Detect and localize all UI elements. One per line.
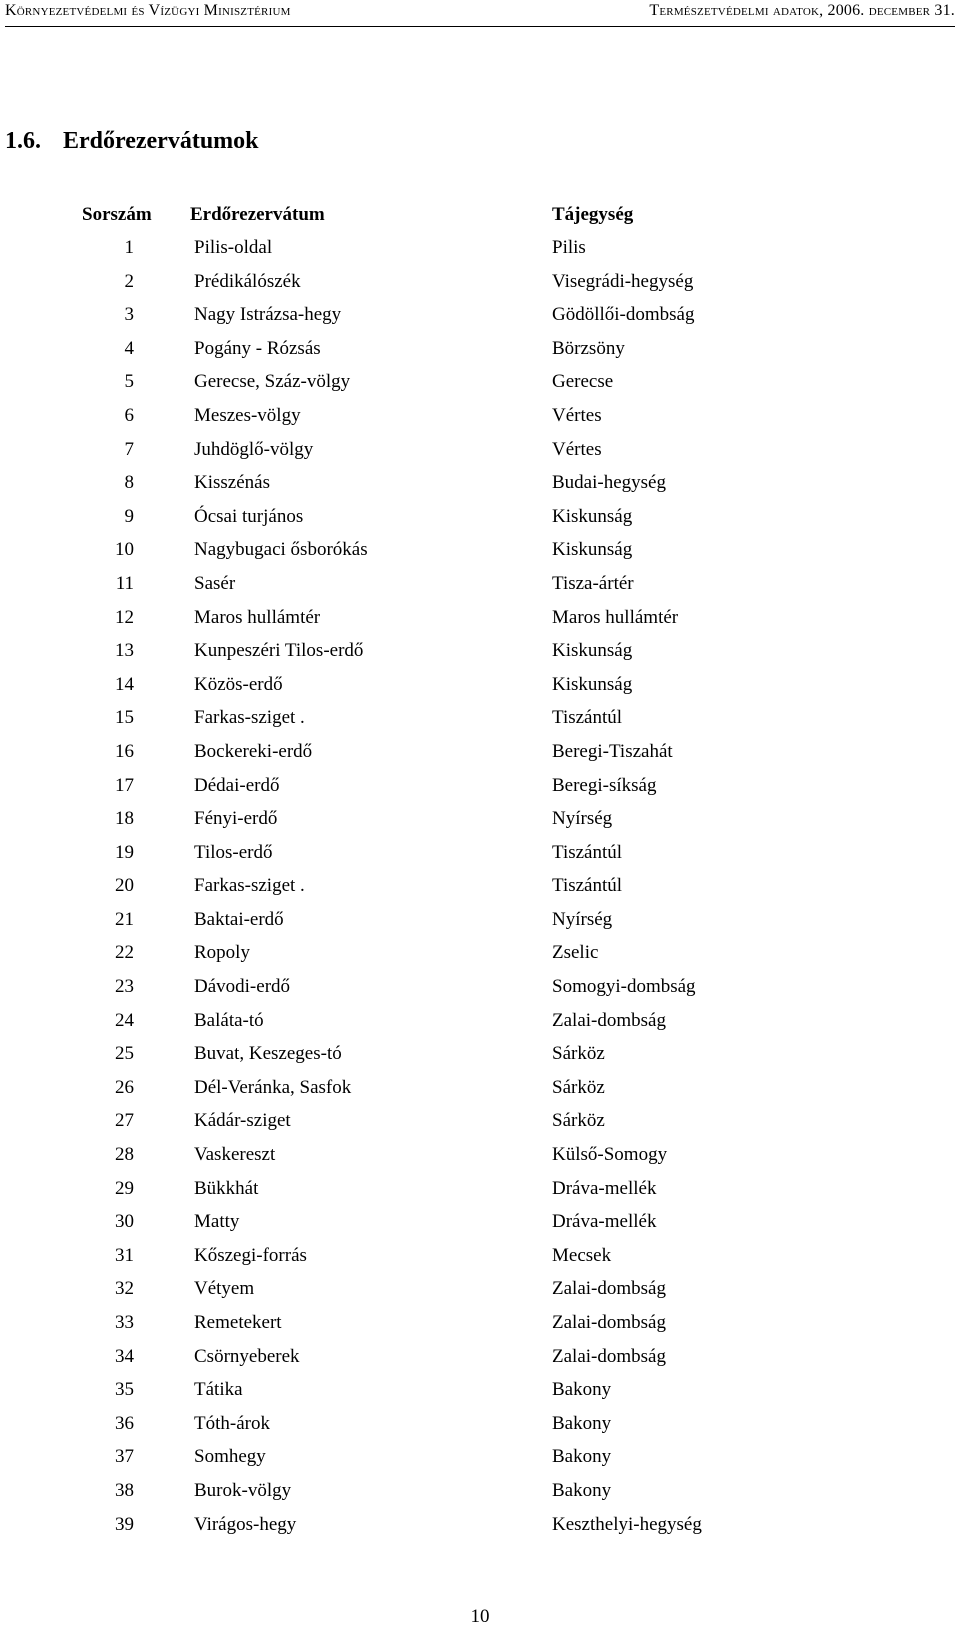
- region-name: Zalai-dombság: [552, 1345, 666, 1367]
- row-number: 32: [115, 1278, 134, 1300]
- reserve-name: Nagy Istrázsa-hegy: [194, 304, 342, 326]
- document-title: Természetvédelmi adatok, 2006. december 31.: [649, 2, 955, 19]
- table-row: [0, 1209, 960, 1243]
- table-row: [0, 873, 960, 907]
- table-row: [0, 504, 960, 538]
- row-number: 30: [115, 1211, 134, 1233]
- row-number: 12: [115, 606, 134, 628]
- region-name: Kiskunság: [552, 673, 633, 695]
- region-name: Zalai-dombság: [552, 1278, 666, 1300]
- table-row: [0, 1176, 960, 1210]
- region-name: Külső-Somogy: [552, 1144, 668, 1166]
- row-number: 5: [124, 371, 134, 393]
- reserve-name: Farkas-sziget .: [194, 707, 305, 729]
- table-row: [0, 369, 960, 403]
- table-row: [0, 1411, 960, 1445]
- region-name: Bakony: [552, 1479, 612, 1501]
- table-row: [0, 1041, 960, 1075]
- reserve-name: Kádár-sziget: [194, 1110, 291, 1132]
- reserve-name: Tilos-erdő: [194, 841, 273, 863]
- row-number: 4: [124, 337, 134, 359]
- row-number: 25: [115, 1043, 134, 1065]
- row-number: 31: [115, 1244, 134, 1266]
- row-number: 18: [115, 808, 134, 830]
- reserve-name: Baláta-tó: [194, 1009, 264, 1031]
- region-name: Keszthelyi-hegység: [552, 1513, 702, 1535]
- row-number: 13: [115, 640, 134, 662]
- region-name: Nyírség: [552, 808, 613, 830]
- region-name: Zalai-dombság: [552, 1009, 666, 1031]
- reserve-name: Ócsai turjános: [194, 505, 304, 527]
- table-row: [0, 1512, 960, 1546]
- table-row: [0, 537, 960, 571]
- row-number: 37: [115, 1446, 134, 1468]
- reserve-name: Dél-Veránka, Sasfok: [194, 1076, 352, 1098]
- region-name: Tiszántúl: [552, 841, 623, 863]
- table-row: [0, 1310, 960, 1344]
- reserve-table-body: [0, 235, 960, 1545]
- region-name: Kiskunság: [552, 640, 633, 662]
- region-name: Somogyi-dombság: [552, 976, 696, 998]
- page-number: 10: [470, 1606, 490, 1627]
- region-name: Vértes: [552, 438, 602, 460]
- table-row: [0, 638, 960, 672]
- row-number: 2: [124, 270, 134, 292]
- row-number: 39: [115, 1513, 134, 1535]
- region-name: Tisza-ártér: [552, 572, 634, 594]
- region-name: Tiszántúl: [552, 875, 623, 897]
- row-number: 22: [115, 942, 134, 964]
- row-number: 27: [115, 1110, 134, 1132]
- table-row: [0, 1008, 960, 1042]
- row-number: 9: [124, 505, 134, 527]
- region-name: Bakony: [552, 1446, 612, 1468]
- table-row: [0, 773, 960, 807]
- region-name: Nyírség: [552, 908, 613, 930]
- table-row: [0, 571, 960, 605]
- reserve-name: Meszes-völgy: [194, 404, 301, 426]
- row-number: 33: [115, 1312, 134, 1333]
- table-row: [0, 1075, 960, 1109]
- table-row: [0, 470, 960, 504]
- region-name: Dráva-mellék: [552, 1177, 657, 1199]
- row-number: 28: [115, 1144, 134, 1166]
- reserve-name: Farkas-sziget .: [194, 875, 305, 897]
- region-name: Maros hullámtér: [552, 606, 679, 628]
- row-number: 21: [115, 908, 134, 930]
- row-number: 23: [115, 976, 134, 998]
- reserve-name: Közös-erdő: [194, 673, 283, 695]
- column-header-reserve: Erdőrezervátum: [190, 204, 325, 225]
- region-name: Kiskunság: [552, 505, 633, 527]
- region-name: Visegrádi-hegység: [552, 270, 694, 292]
- region-name: Kiskunság: [552, 539, 633, 561]
- table-row: [0, 1276, 960, 1310]
- region-name: Sárköz: [552, 1076, 605, 1098]
- reserve-name: Csörnyeberek: [194, 1345, 300, 1367]
- reserve-name: Dédai-erdő: [194, 774, 280, 796]
- row-number: 19: [115, 841, 134, 863]
- region-name: Sárköz: [552, 1043, 605, 1065]
- table-row: [0, 1377, 960, 1411]
- table-row: [0, 403, 960, 437]
- table-row: [0, 1478, 960, 1512]
- table-row: [0, 1444, 960, 1478]
- reserve-name: Prédikálószék: [194, 270, 301, 292]
- table-row: [0, 605, 960, 639]
- table-row: [0, 1108, 960, 1142]
- region-name: Vértes: [552, 404, 602, 426]
- reserve-name: Pogány - Rózsás: [194, 337, 321, 359]
- row-number: 1: [124, 237, 134, 258]
- reserve-name: Gerecse, Száz-völgy: [194, 371, 351, 393]
- region-name: Bakony: [552, 1412, 612, 1434]
- table-row: [0, 739, 960, 773]
- row-number: 24: [115, 1009, 134, 1031]
- table-row: [0, 705, 960, 739]
- region-name: Budai-hegység: [552, 472, 666, 494]
- reserve-name: Virágos-hegy: [194, 1513, 297, 1535]
- reserve-name: Buvat, Keszeges-tó: [194, 1043, 342, 1065]
- row-number: 11: [115, 572, 134, 594]
- table-row: [0, 907, 960, 941]
- reserve-name: Burok-völgy: [194, 1479, 292, 1501]
- table-header: [0, 204, 960, 230]
- table-row: [0, 336, 960, 370]
- table-row: [0, 1243, 960, 1277]
- row-number: 16: [115, 740, 134, 762]
- region-name: Börzsöny: [552, 337, 625, 359]
- table-row: [0, 940, 960, 974]
- region-name: Tiszántúl: [552, 707, 623, 729]
- row-number: 36: [115, 1412, 134, 1434]
- reserve-name: Ropoly: [194, 942, 250, 964]
- table-row: [0, 806, 960, 840]
- reserve-name: Vaskereszt: [194, 1144, 276, 1166]
- reserve-name: Vétyem: [194, 1278, 255, 1300]
- reserve-name: Remetekert: [194, 1312, 282, 1333]
- table-row: [0, 302, 960, 336]
- table-row: [0, 1344, 960, 1378]
- region-name: Pilis: [552, 237, 586, 258]
- row-number: 3: [124, 304, 134, 326]
- column-header-region: Tájegység: [552, 204, 634, 225]
- row-number: 6: [124, 404, 134, 426]
- row-number: 8: [124, 472, 134, 494]
- reserve-name: Kunpeszéri Tilos-erdő: [194, 640, 364, 662]
- reserve-name: Matty: [194, 1211, 240, 1233]
- region-name: Dráva-mellék: [552, 1211, 657, 1233]
- table-row: [0, 269, 960, 303]
- reserve-name: Tóth-árok: [194, 1412, 270, 1434]
- table-row: [0, 235, 960, 269]
- reserve-name: Nagybugaci ősborókás: [194, 539, 368, 561]
- reserve-name: Juhdöglő-völgy: [194, 438, 314, 460]
- row-number: 29: [115, 1177, 134, 1199]
- reserve-name: Pilis-oldal: [194, 237, 273, 258]
- table-row: [0, 1142, 960, 1176]
- region-name: Sárköz: [552, 1110, 605, 1132]
- table-row: [0, 672, 960, 706]
- table-row: [0, 974, 960, 1008]
- table-row: [0, 840, 960, 874]
- row-number: 7: [124, 438, 134, 460]
- region-name: Gerecse: [552, 371, 614, 393]
- reserve-name: Kőszegi-forrás: [194, 1244, 307, 1266]
- region-name: Zalai-dombság: [552, 1312, 666, 1333]
- reserve-name: Maros hullámtér: [194, 606, 321, 628]
- reserve-name: Baktai-erdő: [194, 908, 284, 930]
- row-number: 10: [115, 539, 134, 561]
- region-name: Beregi-Tiszahát: [552, 740, 673, 762]
- ministry-name: Környezetvédelmi és Vízügyi Minisztérium: [5, 2, 291, 19]
- row-number: 14: [115, 673, 134, 695]
- section-title: Erdőrezervátumok: [63, 128, 259, 154]
- reserve-name: Bockereki-erdő: [194, 740, 313, 762]
- region-name: Gödöllői-dombság: [552, 304, 695, 326]
- region-name: Zselic: [552, 942, 599, 964]
- reserve-name: Sasér: [194, 572, 236, 594]
- section-heading: [5, 128, 259, 155]
- table-row: [0, 437, 960, 471]
- row-number: 15: [115, 707, 134, 729]
- row-number: 26: [115, 1076, 134, 1098]
- section-number: 1.6.: [5, 128, 41, 154]
- row-number: 35: [115, 1379, 134, 1401]
- region-name: Bakony: [552, 1379, 612, 1401]
- column-header-number: Sorszám: [82, 204, 152, 225]
- region-name: Beregi-síkság: [552, 774, 657, 796]
- row-number: 38: [115, 1479, 134, 1501]
- reserve-name: Tátika: [194, 1379, 243, 1401]
- reserve-name: Kisszénás: [194, 472, 270, 494]
- row-number: 17: [115, 774, 134, 796]
- reserve-name: Dávodi-erdő: [194, 976, 291, 998]
- row-number: 34: [115, 1345, 134, 1367]
- row-number: 20: [115, 875, 134, 897]
- reserve-name: Bükkhát: [194, 1177, 259, 1199]
- reserve-name: Somhegy: [194, 1446, 266, 1468]
- reserve-name: Fényi-erdő: [194, 808, 278, 830]
- page-header: [5, 0, 955, 27]
- region-name: Mecsek: [552, 1244, 612, 1266]
